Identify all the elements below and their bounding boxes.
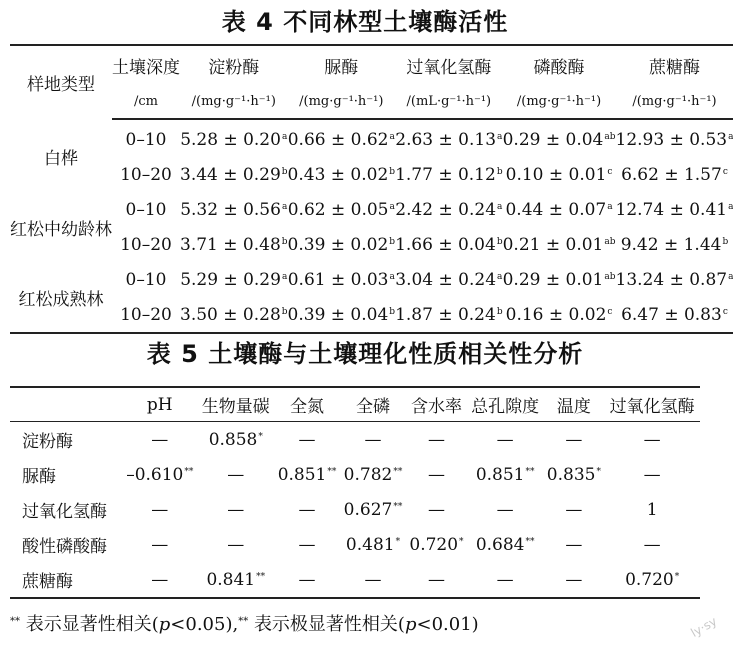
value-text: 0.851 [475, 464, 525, 485]
value-cell [616, 227, 733, 262]
depth-cell: 0–10 [125, 269, 167, 290]
significance-mark: b [389, 306, 396, 317]
value-text: — [565, 569, 583, 590]
significance-mark: a [728, 131, 733, 142]
value-cell [395, 227, 503, 262]
value-text: — [151, 499, 169, 520]
significance-mark: ** [256, 571, 266, 582]
value-text: 0.720 [409, 534, 459, 555]
correlation-cell [604, 562, 700, 598]
table-row [10, 262, 733, 297]
correlation-cell [467, 492, 543, 527]
value-text: 3.50 ± 0.28 [180, 304, 281, 325]
value-text: 0.61 ± 0.03 [287, 269, 389, 290]
significance-mark: a [281, 131, 288, 142]
enzyme-header: 蔗糖酶 [648, 57, 700, 78]
value-text: — [496, 429, 514, 450]
column-header: 含水率 [406, 387, 467, 422]
correlation-cell [406, 422, 467, 458]
significance-mark: ** [393, 466, 403, 477]
correlation-cell [543, 492, 604, 527]
value-text: — [151, 429, 169, 450]
row-header: 过氧化氢酶 [22, 502, 107, 522]
value-text: 0.39 ± 0.04 [287, 304, 389, 325]
value-text: — [227, 499, 245, 520]
significance-mark: ** [525, 466, 535, 477]
value-text: 6.62 ± 1.57 [621, 164, 722, 185]
footnote-text: <0.01) [416, 614, 479, 635]
correlation-cell [340, 457, 406, 492]
significance-mark: a [389, 131, 395, 142]
value-text: — [427, 429, 445, 450]
table-row [10, 227, 733, 262]
depth-header: 土壤深度 [112, 57, 180, 78]
correlation-cell [406, 527, 467, 562]
enzyme-unit: /(mg·g⁻¹·h⁻¹) [180, 84, 288, 119]
value-cell [288, 192, 396, 227]
watermark-logo: ly·sy [688, 614, 720, 640]
significance-mark: b [281, 306, 288, 317]
correlation-cell [406, 492, 467, 527]
value-text: — [427, 569, 445, 590]
correlation-table-body [10, 422, 700, 599]
row-header: 酸性磷酸酶 [22, 537, 107, 557]
table-row [10, 457, 700, 492]
significance-mark: ab [604, 236, 616, 247]
significance-mark: b [496, 306, 503, 317]
value-text: 3.44 ± 0.29 [180, 164, 281, 185]
value-text: 2.42 ± 0.24 [395, 199, 497, 220]
value-text: — [298, 534, 316, 555]
value-cell [395, 262, 503, 297]
value-cell [503, 157, 616, 192]
p-symbol: p [404, 614, 417, 635]
value-text: 0.684 [475, 534, 525, 555]
value-text: — [227, 464, 245, 485]
significance-mark: * [395, 536, 401, 547]
correlation-cell [406, 457, 467, 492]
value-cell [616, 297, 733, 333]
significance-mark: b [389, 166, 396, 177]
correlation-cell [604, 422, 700, 458]
value-text: 5.29 ± 0.29 [180, 269, 281, 290]
value-cell [503, 297, 616, 333]
enzyme-unit: /(mg·g⁻¹·h⁻¹) [616, 84, 733, 119]
value-text: 0.835 [546, 464, 596, 485]
correlation-cell [198, 457, 274, 492]
value-cell [288, 119, 396, 157]
significance-mark: a [497, 271, 503, 282]
value-cell [503, 262, 616, 297]
value-text: 1.66 ± 0.04 [395, 234, 496, 255]
column-header: 全磷 [340, 387, 406, 422]
value-text: 0.851 [277, 464, 327, 485]
value-text: 12.74 ± 0.41 [615, 199, 728, 220]
correlation-table [10, 386, 700, 599]
enzyme-activity-table [10, 44, 733, 334]
correlation-cell [467, 527, 543, 562]
value-text: 0.858 [208, 429, 258, 450]
column-header: 过氧化氢酶 [604, 387, 700, 422]
significance-mark: a [728, 201, 733, 212]
column-header: 总孔隙度 [467, 387, 543, 422]
value-cell [503, 227, 616, 262]
value-text: 3.71 ± 0.48 [180, 234, 281, 255]
footnote-text: <0.05), [170, 614, 239, 635]
enzyme-table-body [10, 119, 733, 333]
value-text: 0.720 [625, 569, 674, 590]
correlation-cell [198, 562, 274, 598]
significance-mark: ** [327, 466, 337, 477]
enzyme-unit: /(mg·g⁻¹·h⁻¹) [503, 84, 616, 119]
value-text: 9.42 ± 1.44 [620, 234, 722, 255]
value-cell [180, 227, 288, 262]
value-text: — [496, 499, 514, 520]
value-text: — [643, 429, 661, 450]
value-text: — [227, 534, 245, 555]
value-text: 5.32 ± 0.56 [180, 199, 281, 220]
value-text: 0.29 ± 0.04 [502, 129, 604, 150]
value-text: 1.77 ± 0.12 [395, 164, 496, 185]
correlation-cell [406, 562, 467, 598]
significance-mark: ** [393, 501, 403, 512]
table-row [10, 527, 700, 562]
value-text: 5.28 ± 0.20 [180, 129, 281, 150]
significance-mark: a [281, 271, 288, 282]
value-text: — [298, 569, 316, 590]
value-cell [180, 192, 288, 227]
value-text: –0.610 [126, 464, 184, 485]
significance-mark: a [497, 201, 503, 212]
depth-cell: 0–10 [125, 199, 167, 220]
table-row [10, 492, 700, 527]
value-cell [503, 119, 616, 157]
value-text: — [298, 499, 316, 520]
correlation-cell [198, 527, 274, 562]
enzyme-header: 淀粉酶 [208, 57, 260, 78]
table5-title: 表 5 土壤酶与土壤理化性质相关性分析 [146, 340, 584, 368]
value-text: 1 [646, 499, 658, 520]
column-header: 全氮 [274, 387, 340, 422]
correlation-cell [604, 457, 700, 492]
column-header: 温度 [543, 387, 604, 422]
value-text: — [151, 534, 169, 555]
footnote-symbol: ** [238, 616, 249, 627]
significance-mark: ** [525, 536, 535, 547]
correlation-cell [543, 422, 604, 458]
site-type-cell: 红松中幼龄林 [10, 219, 112, 240]
table-row [10, 192, 733, 227]
significance-mark: a [497, 131, 503, 142]
correlation-cell [122, 422, 198, 458]
enzyme-header: 脲酶 [324, 57, 359, 78]
value-cell [395, 119, 503, 157]
row-header: 脲酶 [22, 467, 56, 487]
significance-mark: * [674, 571, 680, 582]
significance-mark: b [496, 236, 503, 247]
significance-mark: b [722, 236, 729, 247]
value-text: 0.43 ± 0.02 [287, 164, 389, 185]
value-cell [288, 262, 396, 297]
footnote [10, 610, 479, 636]
value-text: — [643, 464, 661, 485]
value-text: 1.87 ± 0.24 [395, 304, 496, 325]
value-cell [288, 157, 396, 192]
significance-mark: a [389, 271, 395, 282]
value-text: — [565, 429, 583, 450]
correlation-cell [467, 562, 543, 598]
depth-unit: /cm [112, 84, 180, 119]
correlation-cell [274, 562, 340, 598]
corner-cell [10, 387, 122, 422]
value-cell [180, 262, 288, 297]
value-cell [616, 119, 733, 157]
significance-mark: ** [184, 466, 194, 477]
value-text: — [298, 429, 316, 450]
value-text: — [364, 569, 382, 590]
significance-mark: b [281, 236, 288, 247]
correlation-cell [274, 457, 340, 492]
significance-mark: c [607, 306, 613, 317]
correlation-cell [543, 457, 604, 492]
enzyme-header: 过氧化氢酶 [406, 57, 492, 78]
value-cell [180, 119, 288, 157]
value-cell [616, 192, 733, 227]
depth-cell: 0–10 [125, 129, 167, 150]
value-text: 0.841 [206, 569, 256, 590]
value-text: 0.66 ± 0.62 [287, 129, 389, 150]
correlation-cell [467, 457, 543, 492]
value-text: — [364, 429, 382, 450]
footnote-symbol: ** [10, 616, 20, 627]
correlation-cell [122, 527, 198, 562]
value-text: — [565, 534, 583, 555]
value-text: — [565, 499, 583, 520]
significance-mark: a [728, 271, 733, 282]
value-text: 0.481 [345, 534, 395, 555]
site-type-cell: 红松成熟林 [18, 289, 104, 310]
enzyme-unit: /(mg·g⁻¹·h⁻¹) [288, 84, 396, 119]
value-cell [180, 297, 288, 333]
correlation-header-row [10, 387, 700, 422]
table-row [10, 562, 700, 598]
value-text: 13.24 ± 0.87 [615, 269, 728, 290]
correlation-cell [467, 422, 543, 458]
value-text: 0.16 ± 0.02 [505, 304, 607, 325]
correlation-cell [604, 527, 700, 562]
significance-mark: b [281, 166, 288, 177]
row-header: 蔗糖酶 [22, 572, 73, 592]
significance-mark: * [459, 536, 464, 547]
correlation-cell [340, 422, 406, 458]
value-text: — [496, 569, 514, 590]
correlation-cell [340, 562, 406, 598]
depth-cell: 10–20 [120, 234, 172, 255]
significance-mark: c [722, 166, 728, 177]
depth-cell: 10–20 [120, 304, 172, 325]
value-cell [288, 227, 396, 262]
significance-mark: c [607, 166, 613, 177]
table-row [10, 297, 733, 333]
value-text: 2.63 ± 0.13 [395, 129, 497, 150]
value-text: — [643, 534, 661, 555]
table4-title: 表 4 不同林型土壤酶活性 [221, 8, 509, 36]
significance-mark: * [596, 466, 601, 477]
significance-mark: * [258, 431, 263, 442]
correlation-cell [543, 527, 604, 562]
table-row [10, 119, 733, 157]
correlation-cell [198, 492, 274, 527]
significance-mark: c [722, 306, 728, 317]
correlation-cell [274, 422, 340, 458]
value-cell [503, 192, 616, 227]
value-text: 0.29 ± 0.01 [502, 269, 604, 290]
significance-mark: b [496, 166, 503, 177]
value-cell [395, 157, 503, 192]
value-text: 0.627 [343, 499, 393, 520]
value-text: 3.04 ± 0.24 [395, 269, 497, 290]
value-cell [395, 297, 503, 333]
value-text: — [427, 464, 445, 485]
correlation-cell [274, 492, 340, 527]
significance-mark: ab [604, 271, 616, 282]
correlation-cell [122, 562, 198, 598]
enzyme-unit: /(mL·g⁻¹·h⁻¹) [395, 84, 503, 119]
value-text: 0.21 ± 0.01 [502, 234, 604, 255]
value-text: 0.782 [343, 464, 393, 485]
significance-mark: a [389, 201, 395, 212]
site-type-header: 样地类型 [27, 75, 95, 95]
table-row [10, 157, 733, 192]
value-cell [180, 157, 288, 192]
column-header: pH [122, 387, 198, 422]
value-text: 0.62 ± 0.05 [287, 199, 389, 220]
footnote-text: 表示显著性相关( [25, 614, 159, 635]
correlation-cell [122, 457, 198, 492]
value-cell [288, 297, 396, 333]
correlation-cell [198, 422, 274, 458]
table-row [10, 422, 700, 458]
significance-mark: a [281, 201, 288, 212]
value-text: 12.93 ± 0.53 [615, 129, 728, 150]
row-header: 淀粉酶 [22, 432, 73, 452]
correlation-cell [604, 492, 700, 527]
site-type-cell: 白桦 [44, 149, 78, 169]
depth-cell: 10–20 [120, 164, 172, 185]
correlation-cell [340, 527, 406, 562]
value-cell [616, 262, 733, 297]
footnote-text: 表示极显著性相关( [253, 614, 405, 635]
correlation-cell [543, 562, 604, 598]
value-cell [395, 192, 503, 227]
column-header: 生物量碳 [198, 387, 274, 422]
significance-mark: b [389, 236, 396, 247]
value-text: 0.10 ± 0.01 [505, 164, 607, 185]
value-text: — [151, 569, 169, 590]
significance-mark: a [607, 201, 613, 212]
significance-mark: ab [604, 131, 616, 142]
enzyme-header: 磷酸酶 [533, 57, 585, 78]
value-text: 6.47 ± 0.83 [621, 304, 722, 325]
correlation-cell [122, 492, 198, 527]
value-text: 0.44 ± 0.07 [505, 199, 607, 220]
value-text: 0.39 ± 0.02 [287, 234, 389, 255]
correlation-cell [274, 527, 340, 562]
p-symbol: p [158, 614, 171, 635]
value-cell [616, 157, 733, 192]
value-text: — [427, 499, 445, 520]
correlation-cell [340, 492, 406, 527]
